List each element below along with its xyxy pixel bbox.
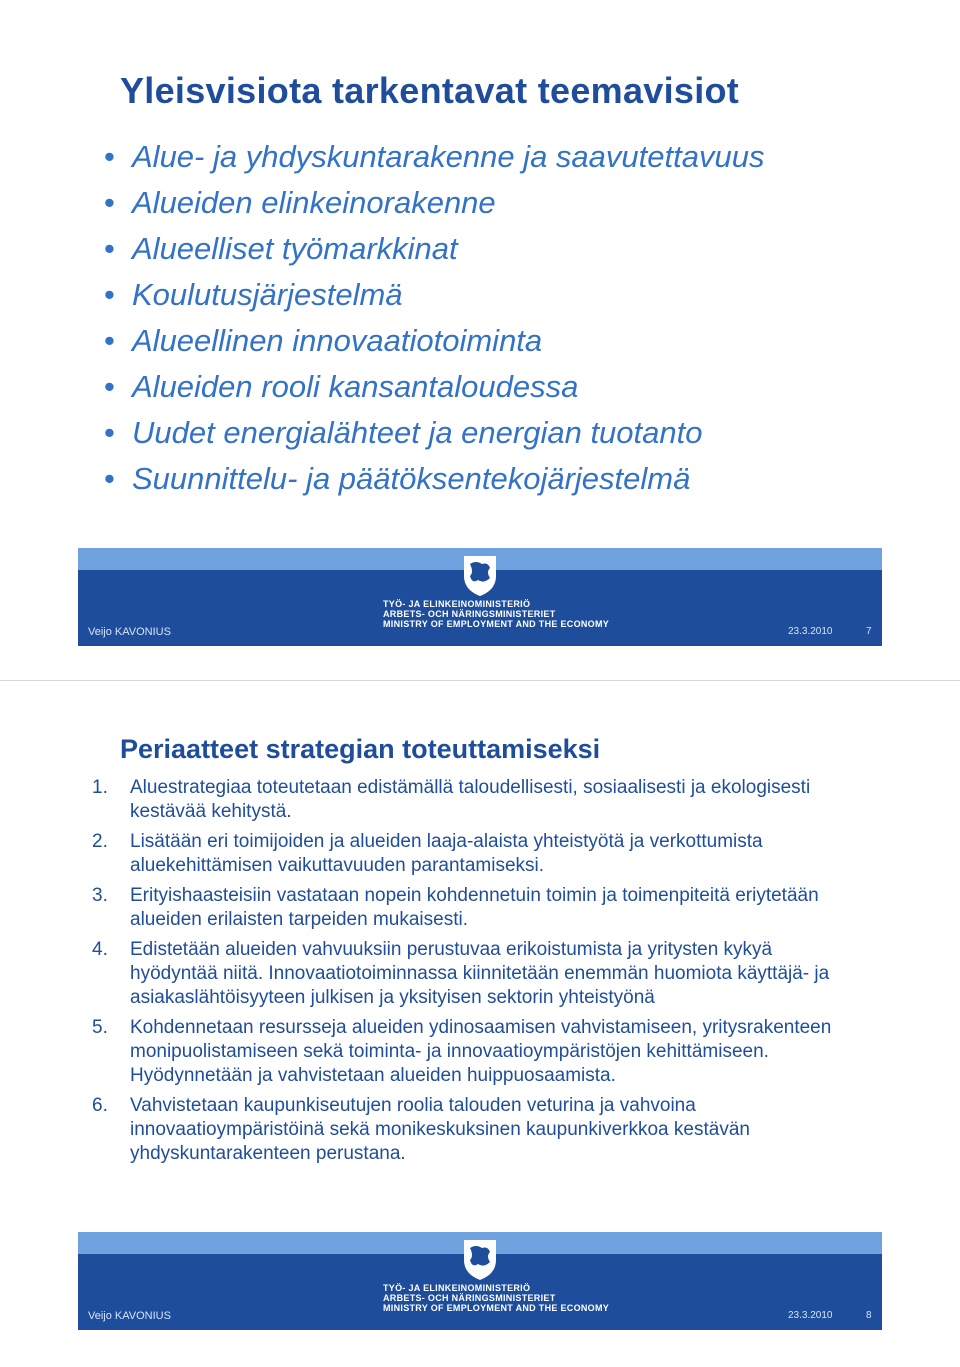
ministry-name-en: MINISTRY OF EMPLOYMENT AND THE ECONOMY bbox=[383, 619, 610, 629]
item-number: 1. bbox=[92, 777, 108, 798]
list-item bbox=[100, 184, 920, 222]
bullet-icon: • bbox=[104, 277, 115, 312]
principles-numbered-list bbox=[92, 776, 852, 1172]
slide-divider bbox=[0, 680, 960, 681]
list-item-text: Aluestrategiaa toteutetaan edistämällä taloudellisesti, sosiaalisesti ja ekologisesti kestävää kehitystä. bbox=[130, 777, 811, 822]
ministry-name-en: MINISTRY OF EMPLOYMENT AND THE ECONOMY bbox=[383, 1303, 610, 1313]
list-item bbox=[100, 276, 920, 314]
bullet-icon: • bbox=[104, 139, 115, 174]
list-item-text: Erityishaasteisiin vastataan nopein kohdennetuin toimin ja toimenpiteitä eriytetään alueiden erilaisten tarpeiden mukaisesti. bbox=[130, 885, 819, 930]
ministry-name-fi: TYÖ- JA ELINKEINOMINISTERIÖ bbox=[383, 1283, 531, 1293]
item-number: 2. bbox=[92, 831, 108, 852]
bullet-icon: • bbox=[104, 323, 115, 358]
ministry-name-fi: TYÖ- JA ELINKEINOMINISTERIÖ bbox=[383, 599, 531, 609]
list-item bbox=[92, 884, 852, 932]
list-item bbox=[100, 322, 920, 360]
item-number: 6. bbox=[92, 1095, 108, 1116]
list-item bbox=[100, 138, 920, 176]
list-item-text: Kohdennetaan resursseja alueiden ydinosaamisen vahvistamiseen, yritysrakenteen monipuolistamiseen sekä toiminta- ja innovaatioympäristöjen kehittämiseen. Hyödynnetään ja vahvistetaan alueiden huippuosaamista. bbox=[130, 1017, 832, 1086]
page-number: 7 bbox=[866, 626, 872, 637]
list-item-text: Alueelliset työmarkkinat bbox=[132, 231, 458, 266]
theme-bullet-list bbox=[100, 138, 920, 506]
bullet-icon: • bbox=[104, 415, 115, 450]
list-item bbox=[92, 776, 852, 824]
bullet-icon: • bbox=[104, 461, 115, 496]
list-item-text: Lisätään eri toimijoiden ja alueiden laaja-alaista yhteistyötä ja verkottumista aluekehittämisen vaikuttavuuden parantamiseksi. bbox=[130, 831, 763, 876]
footer-date: 23.3.2010 bbox=[788, 626, 833, 637]
list-item-text: Alueiden elinkeinorakenne bbox=[132, 185, 496, 220]
ministry-name bbox=[383, 1283, 703, 1313]
list-item-text: Edistetään alueiden vahvuuksiin perustuvaa erikoistumista ja yritysten kykyä hyödyntää niitä. Innovaatiotoiminnassa kiinnitetään enemmän huomiota käyttäjä- ja asiakaslähtöisyyteen julkisen ja yksityisen sektorin yhteistyönä bbox=[130, 939, 830, 1008]
bullet-icon: • bbox=[104, 231, 115, 266]
list-item bbox=[92, 938, 852, 1010]
bullet-icon: • bbox=[104, 369, 115, 404]
ministry-name bbox=[383, 599, 703, 629]
list-item-text: Vahvistetaan kaupunkiseutujen roolia talouden veturina ja vahvoina innovaatioympäristöinä sekä monikeskuksinen kaupunkiverkkoa kestävän yhdyskuntarakenteen perustana. bbox=[130, 1095, 750, 1164]
bullet-icon: • bbox=[104, 185, 115, 220]
slide-footer bbox=[78, 548, 882, 646]
item-number: 5. bbox=[92, 1017, 108, 1038]
item-number: 3. bbox=[92, 885, 108, 906]
list-item-text: Alueellinen innovaatiotoiminta bbox=[132, 323, 543, 358]
list-item bbox=[100, 414, 920, 452]
list-item-text: Alue- ja yhdyskuntarakenne ja saavutettavuus bbox=[132, 139, 765, 174]
slide-8 bbox=[0, 690, 960, 1350]
ministry-lion-emblem-icon bbox=[460, 550, 500, 598]
footer-date: 23.3.2010 bbox=[788, 1310, 833, 1321]
slide-7 bbox=[0, 0, 960, 670]
list-item bbox=[92, 1016, 852, 1088]
slide-title: Periaatteet strategian toteuttamiseksi bbox=[120, 734, 601, 764]
list-item bbox=[100, 368, 920, 406]
list-item-text: Koulutusjärjestelmä bbox=[132, 277, 403, 312]
footer-author: Veijo KAVONIUS bbox=[88, 626, 171, 638]
list-item-text: Suunnittelu- ja päätöksentekojärjestelmä bbox=[132, 461, 691, 496]
list-item bbox=[92, 830, 852, 878]
ministry-name-sv: ARBETS- OCH NÄRINGSMINISTERIET bbox=[383, 1293, 556, 1303]
ministry-name-sv: ARBETS- OCH NÄRINGSMINISTERIET bbox=[383, 609, 556, 619]
footer-author: Veijo KAVONIUS bbox=[88, 1310, 171, 1322]
list-item bbox=[92, 1094, 852, 1166]
list-item bbox=[100, 460, 920, 498]
list-item-text: Uudet energialähteet ja energian tuotanto bbox=[132, 415, 703, 450]
ministry-lion-emblem-icon bbox=[460, 1234, 500, 1282]
slide-title: Yleisvisiota tarkentavat teemavisiot bbox=[120, 70, 740, 111]
item-number: 4. bbox=[92, 939, 108, 960]
page-number: 8 bbox=[866, 1310, 872, 1321]
list-item-text: Alueiden rooli kansantaloudessa bbox=[132, 369, 579, 404]
slide-footer bbox=[78, 1232, 882, 1330]
list-item bbox=[100, 230, 920, 268]
